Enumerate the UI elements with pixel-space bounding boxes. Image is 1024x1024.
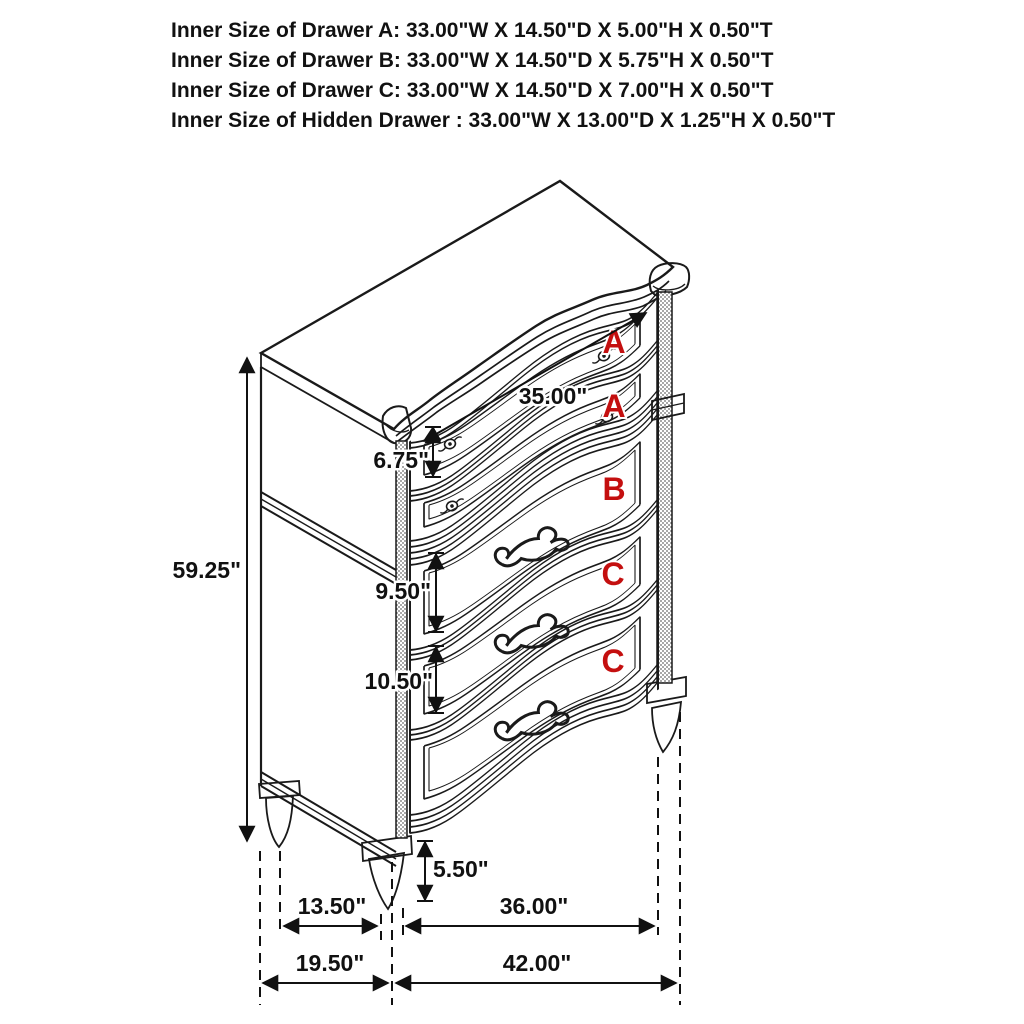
dim-overall-height: 59.25" [172,557,241,583]
drawer-panel-outer [424,615,640,751]
label-drawer-b: B [602,471,626,507]
drawer-contour [410,666,658,830]
spec-line-drawer-c: Inner Size of Drawer C: 33.00"W X 14.50"D X 7.00"H X 0.50"T [171,79,774,102]
drawer-c1-handle [492,609,570,660]
dim-drawer-c-height: 10.50" [364,668,433,694]
right-pilaster [657,292,672,683]
label-drawer-c2: C [601,643,625,679]
dim-drawer-a-height: 6.75" [373,447,429,473]
left-side-panel [261,367,396,866]
dim-drawer-b-height: 9.50" [375,578,431,604]
dim-drawer-top-width: 35.00" [518,383,588,409]
label-drawer-a1: A [602,324,626,360]
spec-line-drawer-a: Inner Size of Drawer A: 33.00"W X 14.50"D X 5.00"H X 0.50"T [171,19,773,42]
dim-side-leg-span: 13.50" [297,893,367,919]
dim-front-leg-span: 36.00" [499,893,569,919]
dim-overall-depth: 19.50" [295,950,365,976]
dim-leg-height: 5.50" [433,856,489,882]
drawer-b-handle [492,522,570,573]
left-pilaster [396,441,407,838]
drawer-contour [410,660,658,824]
drawer-contour [410,672,658,836]
label-drawer-a2: A [602,388,626,424]
dim-overall-width: 42.00" [502,950,572,976]
label-drawer-c1: C [601,556,625,592]
drawer-contour [410,678,658,842]
spec-line-drawer-b: Inner Size of Drawer B: 33.00"W X 14.50"D X 5.75"H X 0.50"T [171,49,774,72]
spec-line-hidden-drawer: Inner Size of Hidden Drawer : 33.00"W X 13.00"D X 1.25"H X 0.50"T [171,109,836,132]
